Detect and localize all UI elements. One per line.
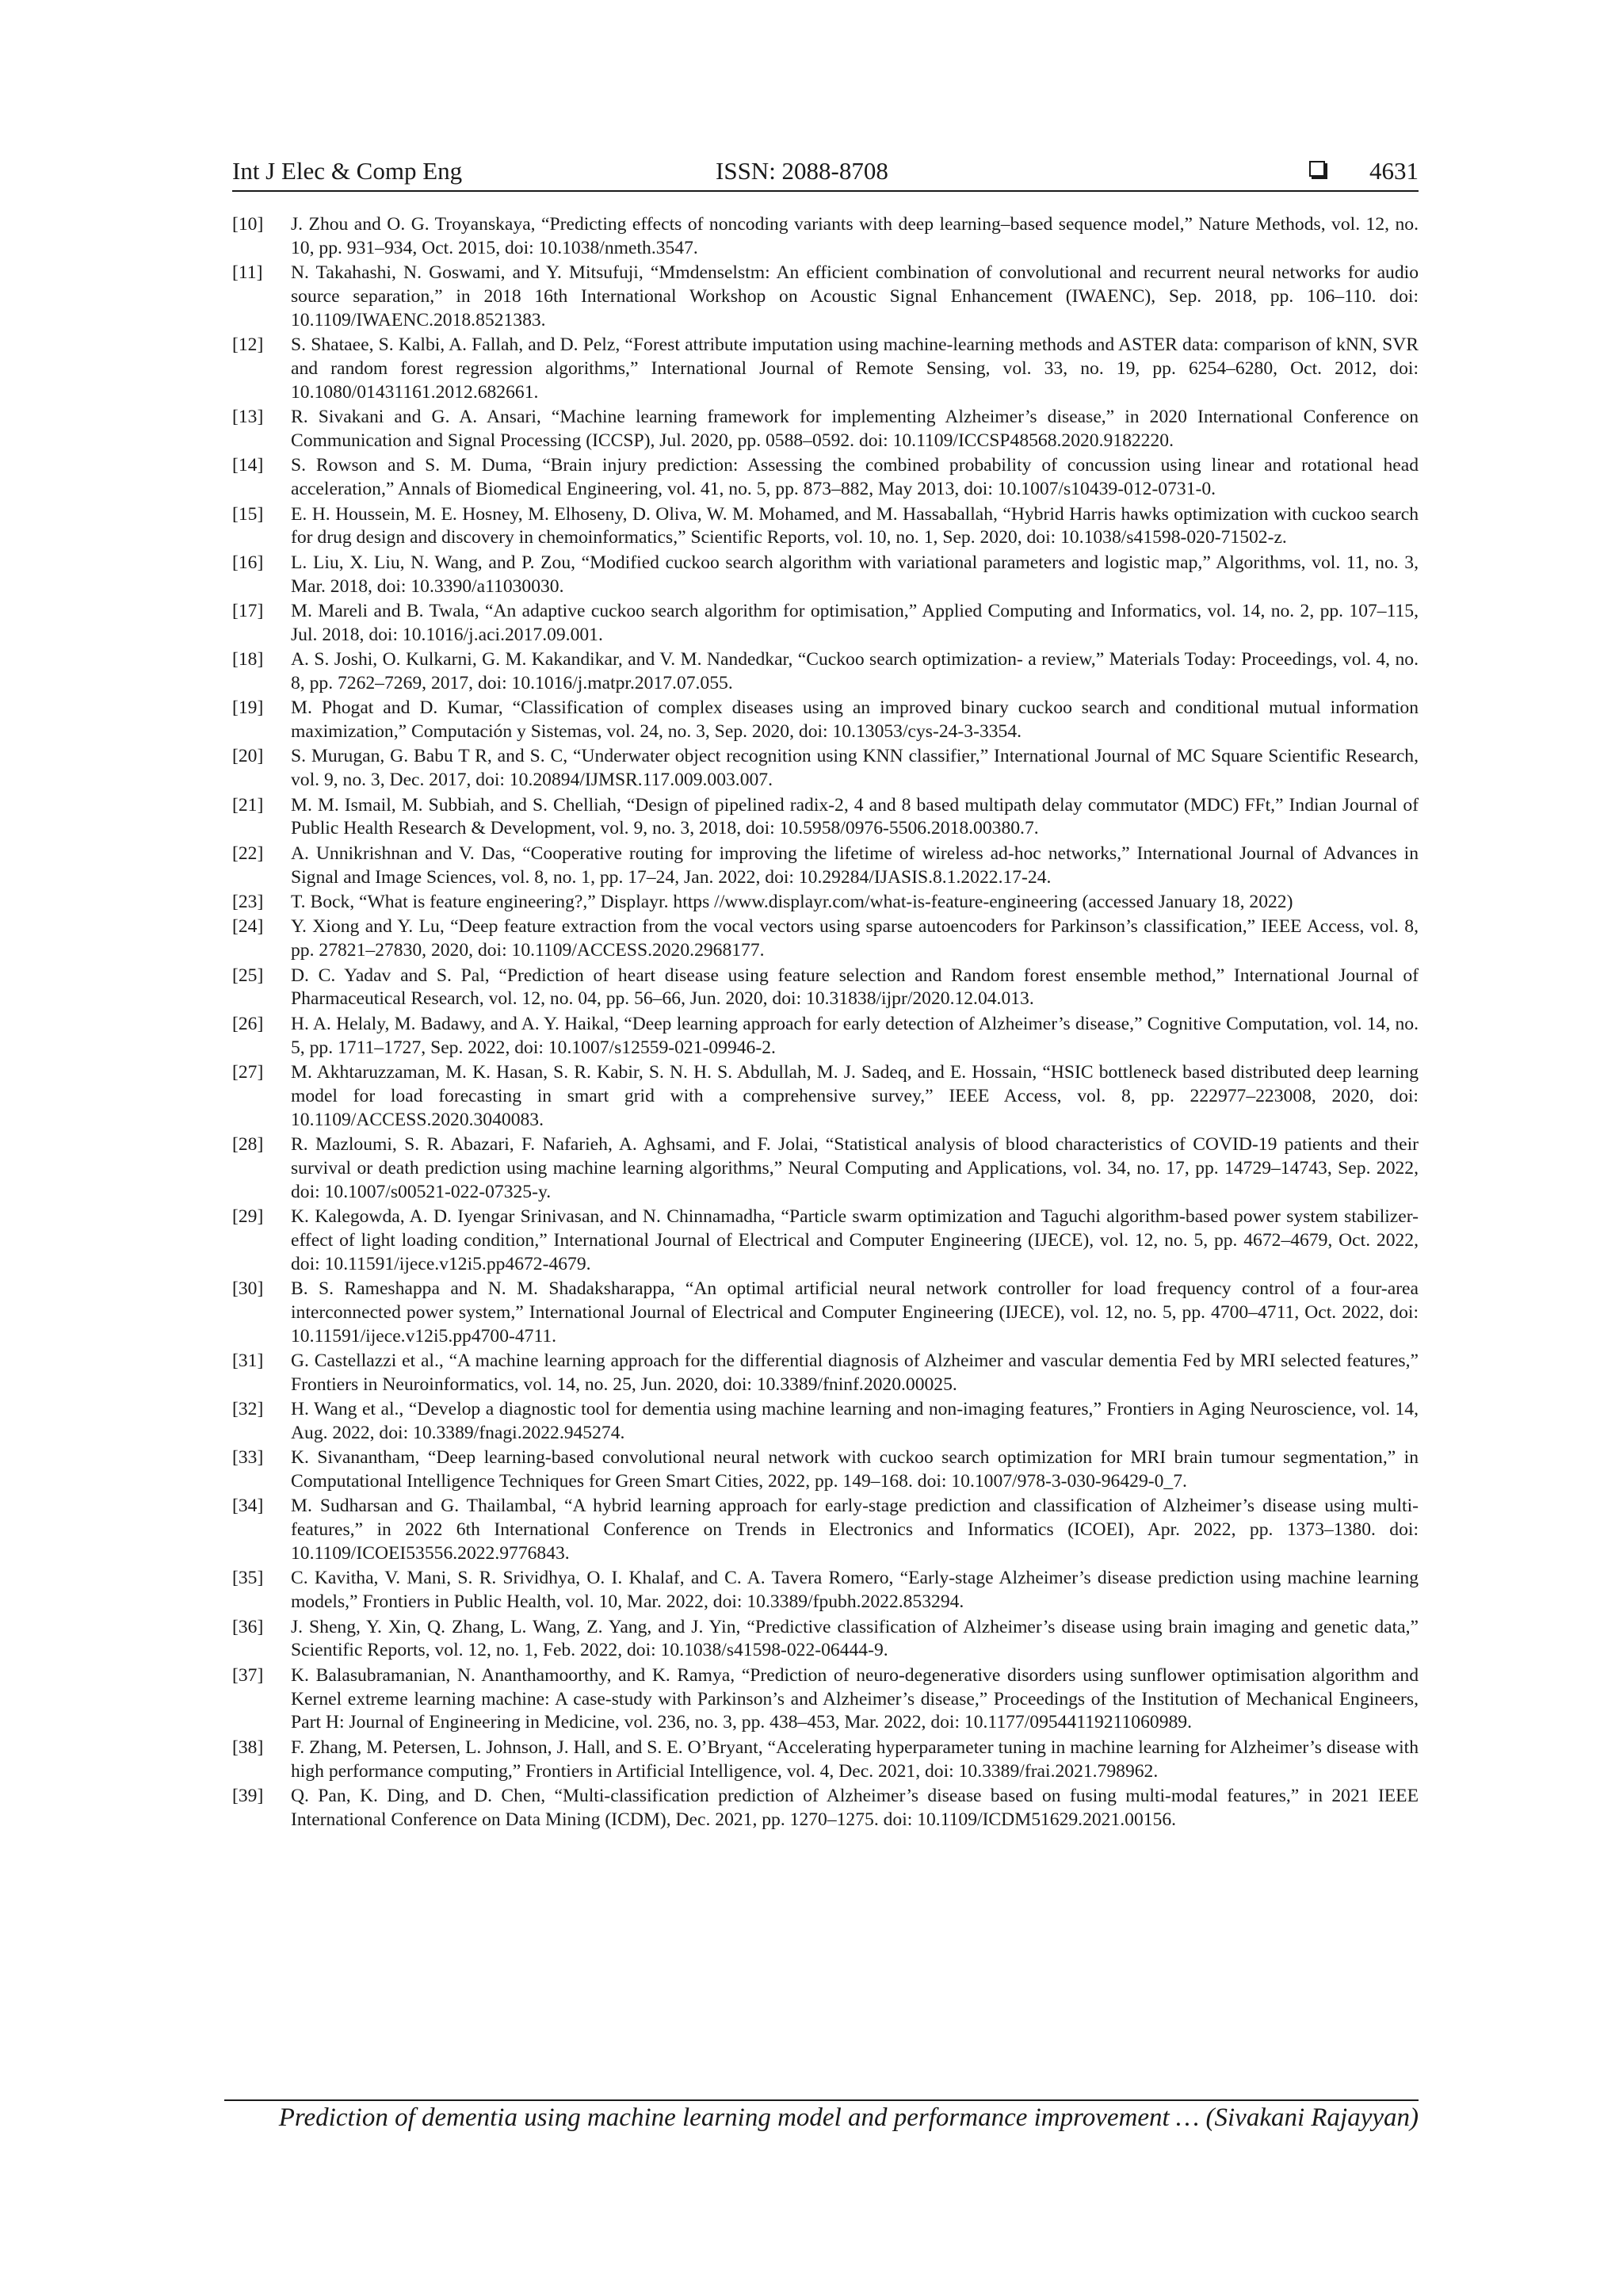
page-header xyxy=(232,155,1419,190)
reference-item xyxy=(232,697,1419,744)
running-title: Prediction of dementia using machine learning model and performance improvement … (Sivakani Rajayyan) xyxy=(278,2103,1419,2132)
reference-item xyxy=(232,213,1419,261)
reference-text: H. Wang et al., “Develop a diagnostic tool for dementia using machine learning and non-imaging features,” Frontiers in Aging Neuroscience, vol. 14, Aug. 2022, doi: 10.3389/fnagi.2022.945274. xyxy=(291,1399,1419,1443)
reference-item xyxy=(232,552,1419,599)
reference-item xyxy=(232,1205,1419,1276)
reference-item xyxy=(232,891,1419,915)
reference-number: [20] xyxy=(232,746,264,767)
reference-text: D. C. Yadav and S. Pal, “Prediction of heart disease using feature selection and Random forest ensemble method,” International Journal of Pharmaceutical Research, vol. 12, no. 04, pp. 56–66, Jun. 2020, doi: 10.31838/ijpr/2020.12.04.013. xyxy=(291,965,1419,1010)
reference-text: E. H. Houssein, M. E. Hosney, M. Elhoseny, D. Oliva, W. M. Mohamed, and M. Hassaballah, “Hybrid Harris hawks optimization with cuckoo search for drug design and discovery in chemoinformatics,” Scientific Reports, vol. 10, no. 1, Sep. 2020, doi: 10.1038/s41598-020-71502-z. xyxy=(291,503,1419,548)
reference-item xyxy=(232,965,1419,1012)
reference-text: S. Shataee, S. Kalbi, A. Fallah, and D. Pelz, “Forest attribute imputation using machine-learning methods and ASTER data: comparison of kNN, SVR and random forest regression algorithms,” International Journal of Remote Sensing, vol. 33, no. 19, pp. 6254–6280, Oct. 2012, doi: 10.1080/01431161.2012.682661. xyxy=(291,334,1419,403)
reference-item xyxy=(232,1061,1419,1132)
reference-item xyxy=(232,1736,1419,1784)
reference-number: [12] xyxy=(232,334,264,356)
reference-text: A. S. Joshi, O. Kulkarni, G. M. Kakandikar, and V. M. Nandedkar, “Cuckoo search optimization- a review,” Materials Today: Proceedings, vol. 4, no. 8, pp. 7262–7269, 2017, doi: 10.1016/j.matpr.2017.07.055. xyxy=(291,649,1419,693)
reference-text: M. Phogat and D. Kumar, “Classification of complex diseases using an improved binary cuckoo search and conditional mutual information maximization,” Computación y Sistemas, vol. 24, no. 3, Sep. 2020, doi: 10.13053/cys-24-3-3354. xyxy=(291,697,1419,743)
reference-number: [31] xyxy=(232,1350,264,1371)
reference-number: [21] xyxy=(232,794,264,816)
reference-text: Q. Pan, K. Ding, and D. Chen, “Multi-classification prediction of Alzheimer’s disease based on fusing multi-modal features,” in 2021 IEEE International Conference on Data Mining (ICDM), Dec. 2021, pp. 1270–1275. doi: 10.1109/ICDM51629.2021.00156. xyxy=(291,1786,1419,1830)
reference-text: J. Sheng, Y. Xin, Q. Zhang, L. Wang, Z. Yang, and J. Yin, “Predictive classification of Alzheimer’s disease using brain imaging and genetic data,” Scientific Reports, vol. 12, no. 1, Feb. 2022, doi: 10.1038/s41598-022-06444-9. xyxy=(291,1616,1419,1661)
reference-number: [33] xyxy=(232,1447,264,1469)
reference-item xyxy=(232,842,1419,890)
reference-number: [17] xyxy=(232,600,264,621)
reference-number: [19] xyxy=(232,697,264,719)
reference-text: A. Unnikrishnan and V. Das, “Cooperative routing for improving the lifetime of wireless ad-hoc networks,” International Journal of Advances in Signal and Image Sciences, vol. 8, no. 1, pp. 17–24, Jan. 2022, doi: 10.29284/IJASIS.8.1.2022.17-24. xyxy=(291,842,1419,888)
reference-item xyxy=(232,1350,1419,1397)
reference-number: [13] xyxy=(232,407,264,428)
footer-rule xyxy=(224,2099,1419,2101)
reference-number: [22] xyxy=(232,842,264,864)
reference-text: B. S. Rameshappa and N. M. Shadaksharappa, “An optimal artificial neural network controller for load frequency control of a four-area interconnected power system,” International Journal of Electrical and Computer Engineering (IJECE), vol. 12, no. 5, pp. 4700–4711, Oct. 2022, doi: 10.11591/ijece.v12i5.pp4700-4711. xyxy=(291,1278,1419,1347)
reference-item xyxy=(232,1616,1419,1664)
reference-number: [11] xyxy=(232,262,263,284)
reference-number: [23] xyxy=(232,892,264,913)
reference-number: [15] xyxy=(232,503,264,525)
journal-name: Int J Elec & Comp Eng xyxy=(232,157,463,185)
reference-text: J. Zhou and O. G. Troyanskaya, “Predicting effects of noncoding variants with deep learning–based sequence model,” Nature Methods, vol. 12, no. 10, pp. 931–934, Oct. 2015, doi: 10.1038/nmeth.3547. xyxy=(291,214,1419,258)
reference-number: [18] xyxy=(232,649,264,670)
reference-item xyxy=(232,745,1419,793)
reference-list xyxy=(232,213,1419,1833)
reference-text: T. Bock, “What is feature engineering?,” Displayr. https //www.displayr.com/what-is-feature-engineering (accessed January 18, 2022) xyxy=(291,892,1293,913)
reference-text: M. Akhtaruzzaman, M. K. Hasan, S. R. Kabir, S. N. H. S. Abdullah, M. J. Sadeq, and E. Hossain, “HSIC bottleneck based distributed deep learning model for load forecasting in smart grid with a comprehensive survey,” IEEE Access, vol. 8, pp. 222977–223008, 2020, doi: 10.1109/ACCESS.2020.3040083. xyxy=(291,1061,1419,1130)
reference-number: [37] xyxy=(232,1664,264,1686)
reference-item xyxy=(232,406,1419,453)
reference-item xyxy=(232,262,1419,332)
reference-item xyxy=(232,915,1419,963)
reference-item xyxy=(232,1133,1419,1204)
reference-item xyxy=(232,1495,1419,1565)
reference-number: [26] xyxy=(232,1013,264,1034)
reference-text: F. Zhang, M. Petersen, L. Johnson, J. Hall, and S. E. O’Bryant, “Accelerating hyperparameter tuning in machine learning for Alzheimer’s disease with high performance computing,” Frontiers in Artificial Intelligence, vol. 4, Dec. 2021, doi: 10.3389/frai.2021.798962. xyxy=(291,1736,1419,1782)
reference-number: [30] xyxy=(232,1278,264,1299)
reference-item xyxy=(232,1785,1419,1832)
reference-item xyxy=(232,1446,1419,1494)
reference-item xyxy=(232,334,1419,404)
reference-item xyxy=(232,1567,1419,1614)
reference-number: [38] xyxy=(232,1736,264,1758)
reference-text: R. Mazloumi, S. R. Abazari, F. Nafarieh, A. Aghsami, and F. Jolai, “Statistical analysis of blood characteristics of COVID-19 patients and their survival or death prediction using machine learning algorithms,” Neural Computing and Applications, vol. 34, no. 17, pp. 14729–14743, Sep. 2022, doi: 10.1007/s00521-022-07325-y. xyxy=(291,1133,1419,1202)
reference-item xyxy=(232,1013,1419,1060)
reference-text: K. Sivanantham, “Deep learning-based convolutional neural network with cuckoo search optimization for MRI brain tumour segmentation,” in Computational Intelligence Techniques for Green Smart Cities, 2022, pp. 149–168. doi: 10.1007/978-3-030-96429-0_7. xyxy=(291,1447,1419,1492)
reference-number: [34] xyxy=(232,1496,264,1517)
reference-item xyxy=(232,1664,1419,1735)
reference-number: [39] xyxy=(232,1786,264,1807)
reference-number: [10] xyxy=(232,214,264,235)
reference-number: [29] xyxy=(232,1205,264,1227)
reference-item xyxy=(232,503,1419,551)
reference-item xyxy=(232,648,1419,696)
reference-number: [24] xyxy=(232,916,264,938)
reference-item xyxy=(232,1398,1419,1446)
reference-number: [32] xyxy=(232,1399,264,1420)
reference-number: [28] xyxy=(232,1133,264,1155)
reference-item xyxy=(232,794,1419,842)
reference-item xyxy=(232,600,1419,648)
reference-item xyxy=(232,1278,1419,1348)
reference-number: [16] xyxy=(232,552,264,573)
header-rule xyxy=(232,190,1419,192)
reference-text: S. Murugan, G. Babu T R, and S. C, “Underwater object recognition using KNN classifier,” International Journal of MC Square Scientific Research, vol. 9, no. 3, Dec. 2017, doi: 10.20894/IJMSR.117.009.003.007. xyxy=(291,746,1419,791)
reference-text: M. Sudharsan and G. Thailambal, “A hybrid learning approach for early-stage prediction and classification of Alzheimer’s disease using multi-features,” in 2022 6th International Conference on Trends in Electronics and Informatics (ICOEI), Apr. 2022, pp. 1373–1380. doi: 10.1109/ICOEI53556.2022.9776843. xyxy=(291,1496,1419,1564)
issn: ISSN: 2088-8708 xyxy=(716,157,888,185)
reference-number: [14] xyxy=(232,455,264,476)
reference-number: [25] xyxy=(232,965,264,986)
reference-text: L. Liu, X. Liu, N. Wang, and P. Zou, “Modified cuckoo search algorithm with variational parameters and logistic map,” Algorithms, vol. 11, no. 3, Mar. 2018, doi: 10.3390/a11030030. xyxy=(291,552,1419,597)
reference-number: [36] xyxy=(232,1616,264,1637)
reference-text: Y. Xiong and Y. Lu, “Deep feature extraction from the vocal vectors using sparse autoencoders for Parkinson’s classification,” IEEE Access, vol. 8, pp. 27821–27830, 2020, doi: 10.1109/ACCESS.2020.2968177. xyxy=(291,916,1419,961)
reference-text: N. Takahashi, N. Goswami, and Y. Mitsufuji, “Mmdenselstm: An efficient combination of convolutional and recurrent neural networks for audio source separation,” in 2018 16th International Workshop on Acoustic Signal Enhancement (IWAENC), Sep. 2018, pp. 106–110. doi: 10.1109/IWAENC.2018.8521383. xyxy=(291,262,1419,330)
reference-text: H. A. Helaly, M. Badawy, and A. Y. Haikal, “Deep learning approach for early detection of Alzheimer’s disease,” Cognitive Computation, vol. 14, no. 5, pp. 1711–1727, Sep. 2022, doi: 10.1007/s12559-021-09946-2. xyxy=(291,1013,1419,1058)
square-icon xyxy=(1309,161,1325,177)
reference-text: G. Castellazzi et al., “A machine learning approach for the differential diagnosis of Alzheimer and vascular dementia Fed by MRI selected features,” Frontiers in Neuroinformatics, vol. 14, no. 25, Jun. 2020, doi: 10.3389/fninf.2020.00025. xyxy=(291,1350,1419,1395)
reference-text: K. Balasubramanian, N. Ananthamoorthy, and K. Ramya, “Prediction of neuro-degenerative disorders using sunflower optimisation algorithm and Kernel extreme learning machine: A case-study with Parkinson’s and Alzheimer’s disease,” Proceedings of the Institution of Mechanical Engineers, Part H: Journal of Engineering in Medicine, vol. 236, no. 3, pp. 438–453, Mar. 2022, doi: 10.1177/09544119211060989. xyxy=(291,1664,1419,1733)
reference-text: K. Kalegowda, A. D. Iyengar Srinivasan, and N. Chinnamadha, “Particle swarm optimization and Taguchi algorithm-based power system stabilizer-effect of light loading condition,” International Journal of Electrical and Computer Engineering (IJECE), vol. 12, no. 5, pp. 4672–4679, Oct. 2022, doi: 10.11591/ijece.v12i5.pp4672-4679. xyxy=(291,1205,1419,1274)
reference-text: R. Sivakani and G. A. Ansari, “Machine learning framework for implementing Alzheimer’s disease,” in 2020 International Conference on Communication and Signal Processing (ICCSP), Jul. 2020, pp. 0588–0592. doi: 10.1109/ICCSP48568.2020.9182220. xyxy=(291,407,1419,451)
reference-number: [27] xyxy=(232,1061,264,1083)
reference-number: [35] xyxy=(232,1568,264,1589)
reference-text: M. Mareli and B. Twala, “An adaptive cuckoo search algorithm for optimisation,” Applied Computing and Informatics, vol. 14, no. 2, pp. 107–115, Jul. 2018, doi: 10.1016/j.aci.2017.09.001. xyxy=(291,600,1419,645)
reference-text: M. M. Ismail, M. Subbiah, and S. Chelliah, “Design of pipelined radix-2, 4 and 8 based multipath delay commutator (MDC) FFt,” Indian Journal of Public Health Research & Development, vol. 9, no. 3, 2018, doi: 10.5958/0976-5506.2018.00380.7. xyxy=(291,794,1419,839)
reference-text: S. Rowson and S. M. Duma, “Brain injury prediction: Assessing the combined probability of concussion using linear and rotational head acceleration,” Annals of Biomedical Engineering, vol. 41, no. 5, pp. 873–882, May 2013, doi: 10.1007/s10439-012-0731-0. xyxy=(291,455,1419,500)
reference-text: C. Kavitha, V. Mani, S. R. Srividhya, O. I. Khalaf, and C. A. Tavera Romero, “Early-stage Alzheimer’s disease prediction using machine learning models,” Frontiers in Public Health, vol. 10, Mar. 2022, doi: 10.3389/fpubh.2022.853294. xyxy=(291,1568,1419,1613)
reference-item xyxy=(232,454,1419,502)
page-number: 4631 xyxy=(1369,157,1419,185)
